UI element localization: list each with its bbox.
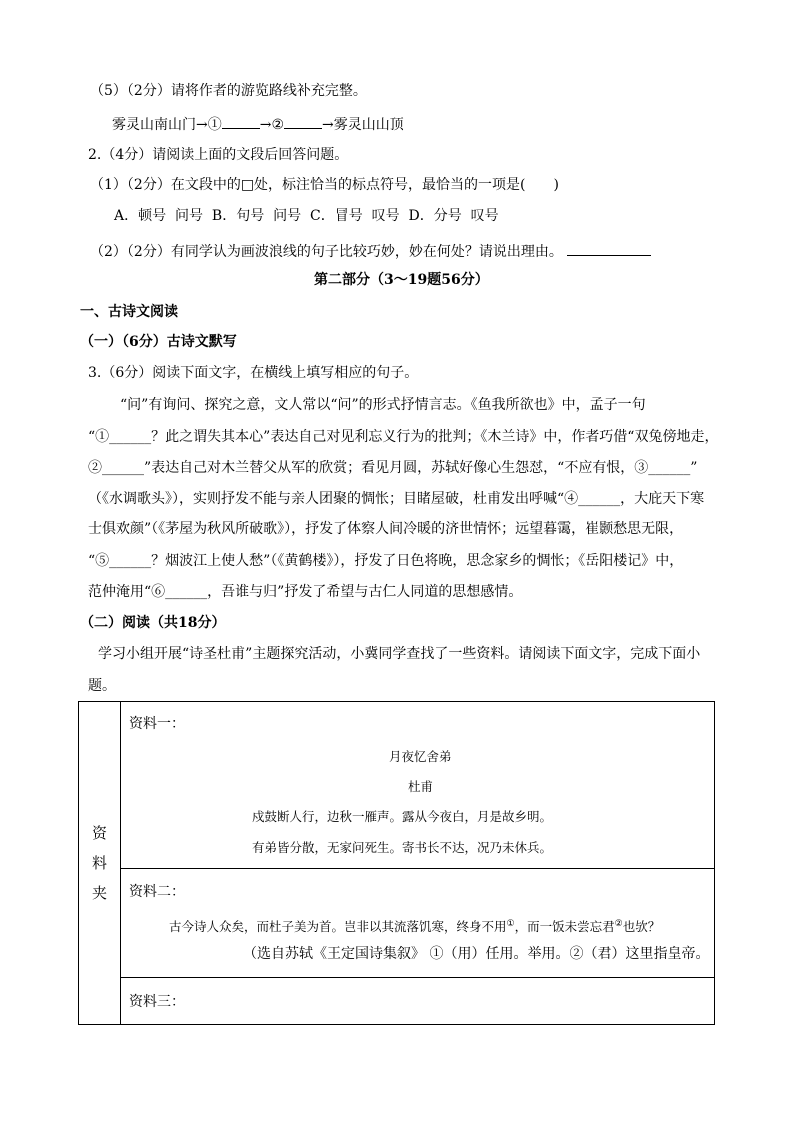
q3-line-5: 士俱欢颜”（《茅屋为秋风所破歌》），抒发了体察人间冷暖的济世情怀；远望暮霭，崔颢愁思无限， [88,521,684,537]
material-box [78,701,715,1025]
sub2-heading: （二）阅读（共18分） [80,615,226,631]
q3-line-2: “①______？此之谓失其本心”表达自己对见利忘义行为的批判；《木兰诗》中，作者巧借“双兔傍地走， [88,429,719,445]
sub1-heading: （一）（6分）古诗文默写 [80,334,237,350]
material-1 [121,702,715,869]
intro-line-1: 学习小组开展“诗圣杜甫”主题探究活动，小冀同学查找了一些资料。请阅读下面文字，完成下面小 [98,646,701,662]
q2-p1: （1）（2分）在文段中的□处，标注恰当的标点符号，最恰当的一项是( ) [90,177,559,193]
q3-line-6: “⑤______？烟波江上使人愁”（《黄鹤楼》），抒发了日色将晚，思念家乡的惆怅；《岳阳楼记》中， [88,553,684,569]
m2-text-a: 古今诗人众矣，而杜子美为首。岂非以其流落饥寒，终身不用 [169,919,507,935]
route-start: 雾灵山南山门→① [112,117,222,133]
material-3 [121,978,715,1025]
q2-p2-blank[interactable] [567,241,651,256]
poem-author: 杜甫 [408,779,434,794]
side-char-1: 资 [91,824,107,842]
poem-line-2: 有弟皆分散，无家问死生。寄书长不达，况乃未休兵。 [252,840,553,855]
m2-text-c: 也欤？ [622,919,661,935]
material-side-label [79,702,121,1025]
side-char-2: 料 [91,854,107,872]
material-2-text [169,915,660,936]
route-blank-2[interactable] [284,114,322,129]
route-blank-1[interactable] [222,114,260,129]
q2-p2: （2）（2分）有同学认为画波浪线的句子比较巧妙，妙在何处？请说出理由。 [90,244,563,260]
poem-title: 月夜忆舍弟 [389,749,452,764]
part2-heading: 第二部分（3～19题56分） [314,272,489,288]
section1-heading: 一、古诗文阅读 [80,304,178,320]
q3-line-7: 范仲淹用“⑥______，吾谁与归”抒发了希望与古仁人同道的思想感情。 [88,584,523,600]
m2-sup-2: ② [614,919,623,929]
m2-text-b: ，而一饭未尝忘君 [514,919,615,935]
q2-options: A．顿号 问号 B．句号 问号 C．冒号 叹号 D．分号 叹号 [114,208,499,224]
material-2-note: （选自苏轼《王定国诗集叙》 ①（用）任用。举用。②（君）这里指皇帝。 [243,946,710,962]
material-3-label: 资料三： [129,994,185,1010]
poem-line-1: 戍鼓断人行，边秋一雁声。露从今夜白，月是故乡明。 [252,809,553,824]
m2-sup-1: ① [506,919,515,929]
q2-p2-line [90,241,651,261]
material-1-label: 资料一： [129,716,185,732]
route-end: →雾灵山山顶 [322,117,404,133]
material-2 [121,869,715,978]
q3-title: 3.（6分）阅读下面文字，在横线上填写相应的句子。 [88,365,419,381]
q2-title: 2.（4分）请阅读上面的文段后回答问题。 [88,147,349,163]
q3-line-3: ②______”表达自己对木兰替父从军的欣赏；看见月圆，苏轼好像心生怨怼，“不应有恨，③______” [88,460,698,476]
route-mid: →② [259,117,285,133]
side-char-3: 夹 [91,884,107,902]
material-2-label: 资料二： [129,884,185,900]
intro-line-2: 题。 [88,678,116,694]
q3-line-1: “问”有询问、探究之意，文人常以“问”的形式抒情言志。《鱼我所欲也》中，孟子一句 [120,397,646,413]
route-line [112,114,404,134]
q1-p5-prompt: （5）（2分）请将作者的游览路线补充完整。 [90,83,367,99]
q3-line-4: （《水调歌头》），实则抒发不能与亲人团聚的惆怅；目睹屋破，杜甫发出呼喊“④______，大庇天下寒 [88,491,705,507]
